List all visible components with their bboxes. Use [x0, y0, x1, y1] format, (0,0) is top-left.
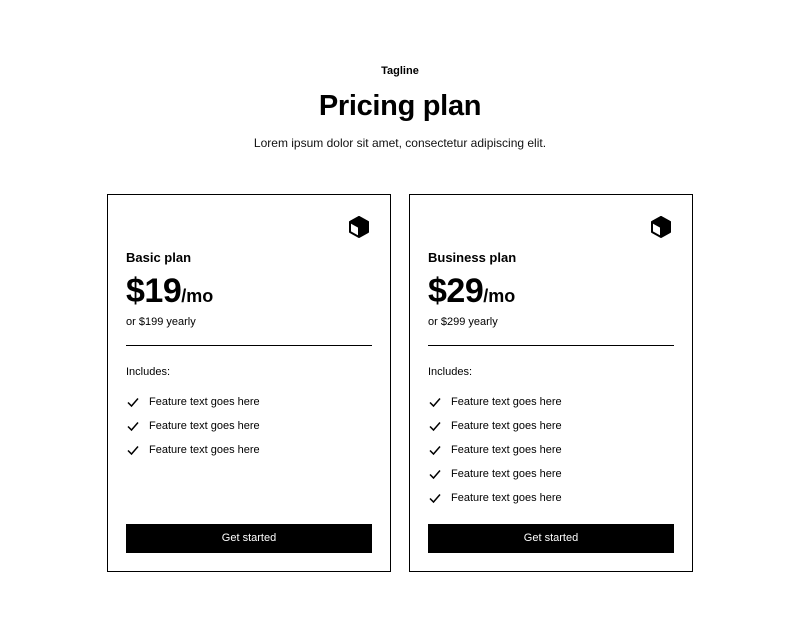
feature-text: Feature text goes here — [451, 420, 562, 432]
feature-item — [126, 414, 260, 438]
feature-list — [126, 390, 260, 462]
cube-icon — [347, 215, 371, 239]
pricing-card-basic — [107, 194, 391, 572]
plan-name: Business plan — [428, 250, 517, 265]
check-icon — [428, 395, 442, 409]
cube-icon — [649, 215, 673, 239]
includes-label: Includes: — [126, 366, 171, 378]
feature-text: Feature text goes here — [149, 444, 260, 456]
feature-item — [126, 390, 260, 414]
feature-text: Feature text goes here — [149, 420, 260, 432]
divider — [126, 345, 372, 346]
price — [428, 271, 515, 311]
get-started-button[interactable]: Get started — [126, 524, 372, 553]
tagline: Tagline — [381, 65, 419, 77]
check-icon — [428, 467, 442, 481]
feature-text: Feature text goes here — [451, 468, 562, 480]
feature-item — [428, 462, 562, 486]
check-icon — [428, 491, 442, 505]
price — [126, 271, 213, 311]
page-subtitle: Lorem ipsum dolor sit amet, consectetur adipiscing elit. — [253, 136, 547, 150]
feature-item — [428, 486, 562, 510]
pricing-header — [0, 64, 800, 151]
price-amount: $29 — [428, 272, 484, 310]
includes-label: Includes: — [428, 366, 473, 378]
page-title: Pricing plan — [318, 90, 482, 122]
price-amount: $19 — [126, 272, 182, 310]
price-period: /mo — [181, 286, 214, 306]
check-icon — [428, 419, 442, 433]
check-icon — [126, 419, 140, 433]
feature-item — [428, 414, 562, 438]
feature-text: Feature text goes here — [451, 396, 562, 408]
feature-text: Feature text goes here — [451, 492, 562, 504]
plan-name: Basic plan — [126, 250, 192, 265]
check-icon — [126, 443, 140, 457]
feature-item — [126, 438, 260, 462]
yearly-price: or $199 yearly — [126, 316, 196, 328]
get-started-button[interactable]: Get started — [428, 524, 674, 553]
feature-text: Feature text goes here — [451, 444, 562, 456]
feature-text: Feature text goes here — [149, 396, 260, 408]
yearly-price: or $299 yearly — [428, 316, 498, 328]
feature-item — [428, 390, 562, 414]
feature-item — [428, 438, 562, 462]
check-icon — [428, 443, 442, 457]
feature-list — [428, 390, 562, 510]
price-period: /mo — [483, 286, 516, 306]
check-icon — [126, 395, 140, 409]
pricing-card-business — [409, 194, 693, 572]
divider — [428, 345, 674, 346]
